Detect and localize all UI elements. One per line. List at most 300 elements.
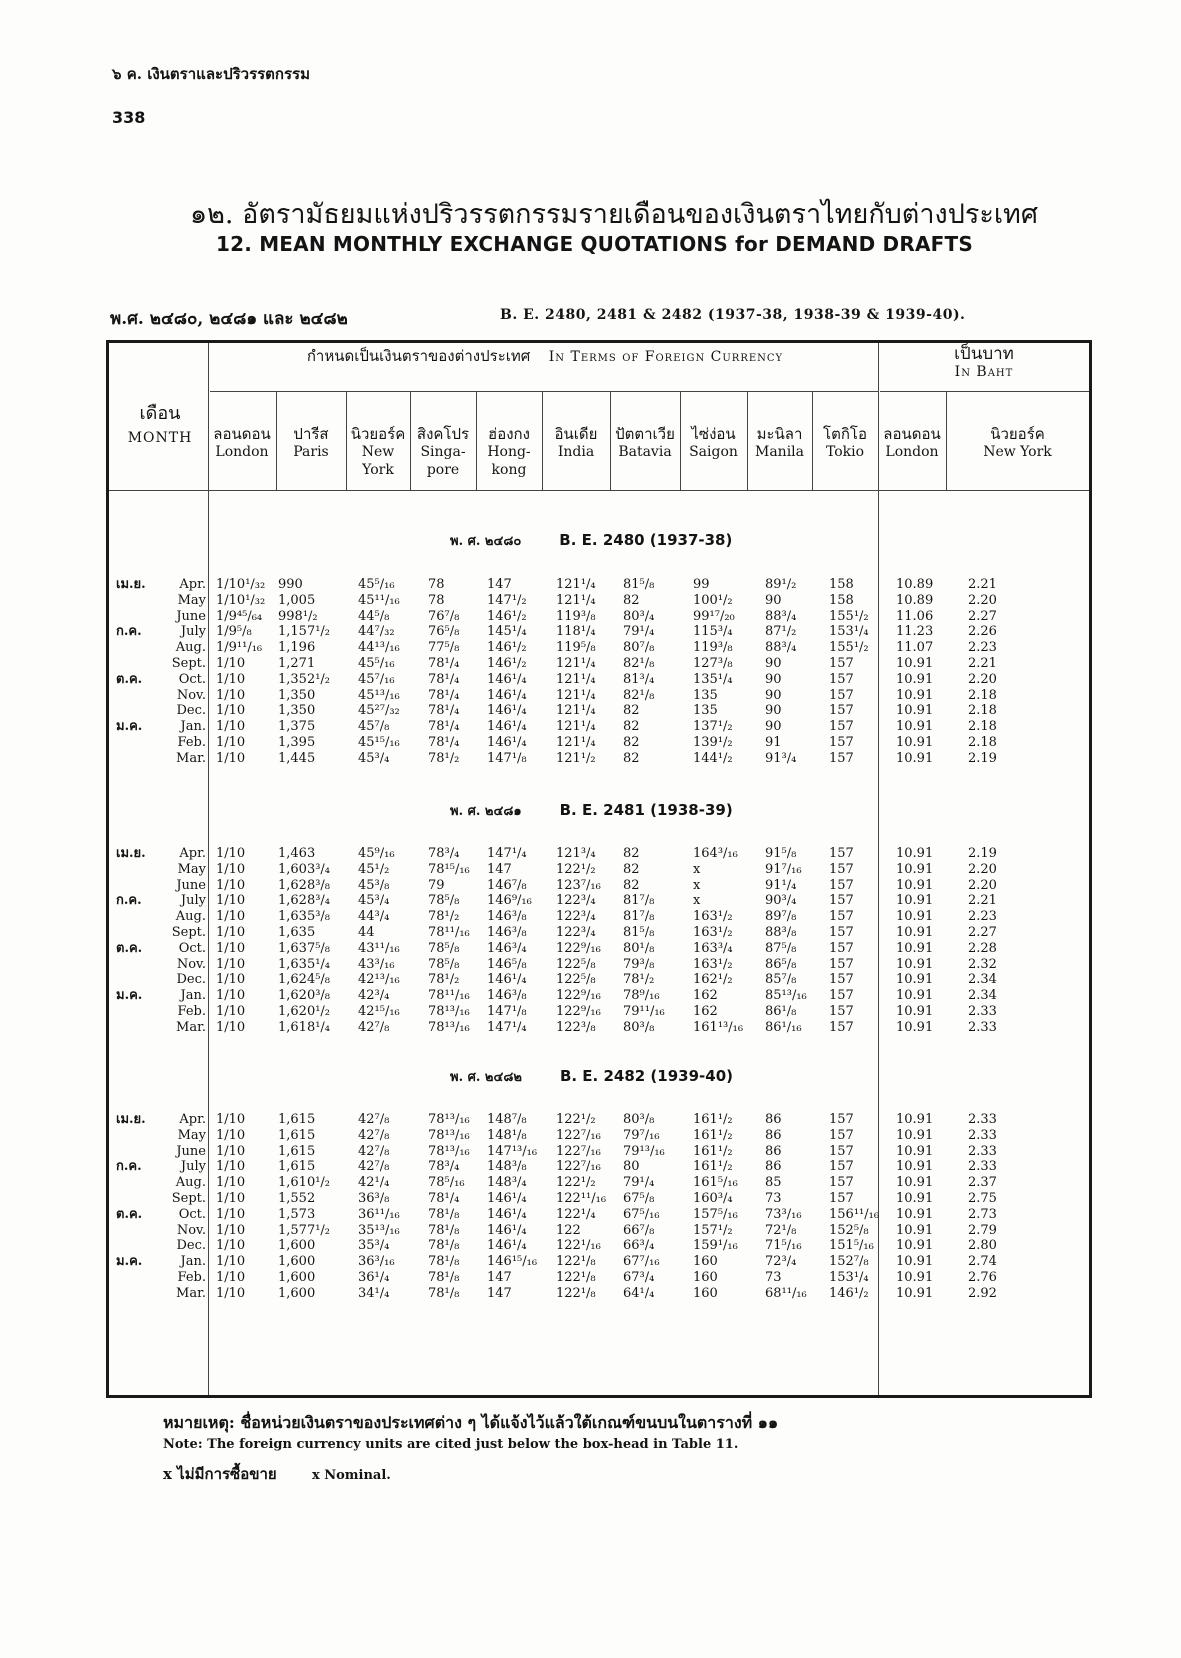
table-cell: 86 bbox=[765, 1143, 782, 1159]
table-cell: 78¹¹/₁₆ bbox=[428, 988, 470, 1004]
table-cell: 43¹¹/₁₆ bbox=[358, 940, 400, 956]
table-row bbox=[0, 878, 1181, 894]
table-cell: 146¹/₄ bbox=[487, 1238, 527, 1254]
table-cell: 90 bbox=[765, 656, 782, 671]
table-cell: 91⁷/₁₆ bbox=[765, 861, 802, 877]
table-cell: 10.91 bbox=[896, 1270, 934, 1285]
years-english: B. E. 2480, 2481 & 2482 (1937-38, 1938-39 & 1939-40). bbox=[500, 307, 966, 323]
table-cell: 121¹/₄ bbox=[556, 671, 596, 687]
table-cell: 1/10 bbox=[216, 1285, 246, 1301]
table-cell: 78⁹/₁₆ bbox=[623, 988, 660, 1004]
table-cell: 91 bbox=[765, 735, 782, 750]
quarter-label-thai: ต.ค. bbox=[116, 940, 143, 956]
table-cell: 1,350 bbox=[278, 703, 316, 719]
table-cell: 163¹/₂ bbox=[693, 925, 733, 940]
table-cell: 45³/₈ bbox=[358, 877, 390, 893]
table-cell: 1/9⁵/₈ bbox=[216, 624, 252, 640]
quarter-label-thai: ก.ค. bbox=[116, 893, 142, 909]
title-thai: ๑๒. อัตรามัธยมแห่งปริวรรตกรรมรายเดือนของเงินตราไทยกับต่างประเทศ bbox=[190, 199, 1038, 230]
table-cell: 157¹/₂ bbox=[693, 1222, 733, 1238]
table-cell: 80³/₄ bbox=[623, 608, 655, 624]
table-cell: 2.34 bbox=[968, 972, 997, 988]
table-cell: 1/9⁴⁵/₆₄ bbox=[216, 608, 263, 624]
table-cell: 10.91 bbox=[896, 956, 934, 972]
table-cell: 146¹/₄ bbox=[487, 703, 527, 719]
table-cell: 87⁵/₈ bbox=[765, 940, 797, 956]
table-cell: 2.21 bbox=[968, 656, 997, 671]
month-label: Aug. bbox=[175, 640, 206, 656]
table-cell: 89¹/₂ bbox=[765, 577, 797, 592]
month-label: Aug. bbox=[175, 1175, 206, 1191]
table-cell: 45¹/₂ bbox=[358, 861, 390, 877]
table-cell: 122³/₄ bbox=[556, 925, 596, 940]
table-cell: 82 bbox=[623, 877, 640, 893]
year-block-title-thai: พ. ศ. ๒๔๘๒ bbox=[450, 1070, 522, 1085]
table-cell: 88³/₄ bbox=[765, 640, 797, 656]
column-header-thai: ลอนดอน bbox=[883, 425, 941, 443]
table-cell: 145¹/₄ bbox=[487, 624, 527, 640]
table-cell: 1,620¹/₂ bbox=[278, 1004, 331, 1019]
table-cell: 157 bbox=[829, 846, 854, 861]
column-header-3 bbox=[346, 425, 410, 479]
column-header-thai: ลอนดอน bbox=[213, 425, 271, 443]
table-cell: 86 bbox=[765, 1159, 782, 1175]
table-cell: 80³/₈ bbox=[623, 1112, 655, 1127]
table-cell: 1/10 bbox=[216, 656, 246, 671]
table-cell: 119³/₈ bbox=[693, 640, 733, 656]
table-cell: 82 bbox=[623, 846, 640, 861]
table-cell: 146³/₈ bbox=[487, 925, 527, 940]
table-cell: 78¹/₄ bbox=[428, 687, 460, 703]
table-row bbox=[0, 1238, 1181, 1254]
year-block-title bbox=[450, 1066, 733, 1087]
quarter-label-thai: ม.ค. bbox=[116, 719, 143, 735]
table-cell: 42¹⁵/₁₆ bbox=[358, 1004, 400, 1019]
table-cell: 10.91 bbox=[896, 1222, 934, 1238]
table-cell: 10.91 bbox=[896, 1127, 934, 1143]
column-header-english: New York bbox=[361, 444, 395, 478]
column-header-english: New York bbox=[983, 444, 1052, 460]
table-cell: 1,350 bbox=[278, 687, 316, 703]
table-cell: 100¹/₂ bbox=[693, 592, 733, 608]
note-thai: หมายเหตุ: ชื่อหน่วยเงินตราของประเทศต่าง ๆ ได้แจ้งไว้แล้วใต้เกณฑ์ขนบนในตารางที่ ๑๑ bbox=[163, 1413, 779, 1432]
column-header-english: Singa-pore bbox=[420, 444, 466, 478]
table-cell: 45¹¹/₁₆ bbox=[358, 592, 400, 608]
table-cell: 1,463 bbox=[278, 846, 316, 861]
table-cell: 115³/₄ bbox=[693, 624, 733, 640]
month-label: Jan. bbox=[180, 1254, 206, 1270]
table-cell: 78¹/₂ bbox=[428, 972, 460, 988]
table-row bbox=[0, 735, 1181, 751]
table-cell: 10.91 bbox=[896, 988, 934, 1004]
table-cell: 1/10 bbox=[216, 1019, 246, 1035]
table-cell: 1,271 bbox=[278, 656, 316, 671]
table-cell: 122¹/₂ bbox=[556, 861, 596, 877]
table-row bbox=[0, 1207, 1181, 1223]
table-cell: 135¹/₄ bbox=[693, 671, 733, 687]
table-cell: 78¹³/₁₆ bbox=[428, 1143, 470, 1159]
table-cell: 78¹³/₁₆ bbox=[428, 1019, 470, 1035]
table-cell: 43³/₁₆ bbox=[358, 956, 395, 972]
year-block-title-thai: พ. ศ. ๒๔๘๑ bbox=[450, 804, 522, 819]
table-cell: 1/10 bbox=[216, 1238, 246, 1254]
table-cell: 147¹/₈ bbox=[487, 1004, 527, 1019]
column-header-9 bbox=[747, 425, 812, 461]
table-cell: 157 bbox=[829, 719, 854, 735]
table-cell: 1/10 bbox=[216, 1175, 246, 1191]
column-header-5 bbox=[476, 425, 542, 479]
table-cell: 1,615 bbox=[278, 1143, 316, 1159]
table-row bbox=[0, 1144, 1181, 1160]
table-row bbox=[0, 909, 1181, 925]
table-cell: 147¹/₄ bbox=[487, 846, 527, 861]
column-header-thai: ฮ่องกง bbox=[488, 425, 530, 443]
table-cell: 10.91 bbox=[896, 1004, 934, 1019]
table-row bbox=[0, 988, 1181, 1004]
table-cell: 1/10 bbox=[216, 1159, 246, 1175]
table-cell: 157 bbox=[829, 861, 854, 877]
table-cell: 81⁷/₈ bbox=[623, 893, 655, 909]
table-cell: 148¹/₈ bbox=[487, 1127, 527, 1143]
table-cell: 78¹⁵/₁₆ bbox=[428, 861, 470, 877]
table-cell: 82¹/₈ bbox=[623, 656, 655, 671]
table-cell: 1/10 bbox=[216, 687, 246, 703]
table-cell: 91⁵/₈ bbox=[765, 846, 797, 861]
table-cell: 1/10 bbox=[216, 719, 246, 735]
table-cell: 2.18 bbox=[968, 687, 997, 703]
table-cell: 11.07 bbox=[896, 640, 934, 656]
table-cell: 68¹¹/₁₆ bbox=[765, 1285, 807, 1301]
table-cell: 81³/₄ bbox=[623, 671, 655, 687]
table-row bbox=[0, 972, 1181, 988]
baht-group-thai: เป็นบาท bbox=[954, 344, 1014, 364]
quarter-label-thai: ก.ค. bbox=[116, 1159, 142, 1175]
column-header-english: Saigon bbox=[689, 444, 738, 460]
table-cell: 157 bbox=[829, 1112, 854, 1127]
table-cell: 2.33 bbox=[968, 1143, 997, 1159]
table-row bbox=[0, 1286, 1181, 1302]
table-cell: 10.91 bbox=[896, 687, 934, 703]
table-cell: 2.19 bbox=[968, 846, 997, 861]
table-cell: 10.91 bbox=[896, 750, 934, 766]
table-row bbox=[0, 1020, 1181, 1036]
column-header-thai: มะนิลา bbox=[756, 425, 803, 443]
month-label: July bbox=[180, 624, 206, 640]
table-cell: 80 bbox=[623, 1159, 640, 1175]
month-label: Oct. bbox=[178, 940, 206, 956]
table-cell: 82 bbox=[623, 750, 640, 766]
table-row bbox=[0, 1270, 1181, 1286]
table-cell: 1/10 bbox=[216, 972, 246, 988]
quarter-label-thai: เม.ย. bbox=[116, 846, 146, 861]
table-cell: 119³/₈ bbox=[556, 608, 596, 624]
table-cell: 1/10 bbox=[216, 1254, 246, 1270]
table-cell: 147 bbox=[487, 577, 512, 592]
note-nominal bbox=[163, 1462, 421, 1486]
table-cell: 45¹³/₁₆ bbox=[358, 687, 400, 703]
table-cell: 156¹¹/₁₆ bbox=[829, 1206, 880, 1222]
table-cell: 67³/₄ bbox=[623, 1270, 655, 1285]
table-cell: 2.21 bbox=[968, 577, 997, 592]
column-header-10 bbox=[812, 425, 878, 461]
table-cell: 88³/₄ bbox=[765, 608, 797, 624]
table-cell: 157 bbox=[829, 1019, 854, 1035]
table-cell: 1/10 bbox=[216, 861, 246, 877]
table-cell: 85 bbox=[765, 1175, 782, 1191]
table-cell: 1/10 bbox=[216, 925, 246, 940]
table-cell: 73 bbox=[765, 1270, 782, 1285]
column-header-english: Batavia bbox=[618, 444, 672, 460]
column-header-8 bbox=[680, 425, 747, 461]
table-cell: 121¹/₄ bbox=[556, 719, 596, 735]
month-label: July bbox=[180, 1159, 206, 1175]
table-cell: 161¹/₂ bbox=[693, 1159, 733, 1175]
table-cell: 161¹/₂ bbox=[693, 1112, 733, 1127]
table-cell: 66⁷/₈ bbox=[623, 1222, 655, 1238]
table-cell: 1,620³/₈ bbox=[278, 988, 331, 1004]
column-header-english: London bbox=[215, 444, 269, 460]
table-cell: 1,573 bbox=[278, 1206, 316, 1222]
table-cell: 2.33 bbox=[968, 1159, 997, 1175]
column-header-thai: นิวยอร์ค bbox=[990, 425, 1045, 443]
table-cell: 45⁷/₈ bbox=[358, 719, 390, 735]
table-cell: 90 bbox=[765, 671, 782, 687]
table-cell: 2.20 bbox=[968, 671, 997, 687]
table-cell: 1,352¹/₂ bbox=[278, 671, 331, 687]
table-cell: 161¹/₂ bbox=[693, 1127, 733, 1143]
column-header-1 bbox=[208, 425, 276, 461]
column-header-thai: นิวยอร์ค bbox=[350, 425, 406, 443]
table-cell: 82 bbox=[623, 861, 640, 877]
table-cell: 78¹/₂ bbox=[428, 750, 460, 766]
table-cell: x bbox=[693, 861, 701, 877]
table-cell: 163¹/₂ bbox=[693, 956, 733, 972]
table-cell: 122⁷/₁₆ bbox=[556, 1159, 601, 1175]
table-cell: 88³/₈ bbox=[765, 925, 797, 940]
table-cell: 2.74 bbox=[968, 1254, 997, 1270]
table-cell: 155¹/₂ bbox=[829, 640, 869, 656]
table-cell: 121¹/₄ bbox=[556, 735, 596, 750]
table-cell: 152⁵/₈ bbox=[829, 1222, 869, 1238]
table-cell: 36¹¹/₁₆ bbox=[358, 1206, 400, 1222]
table-cell: 78¹³/₁₆ bbox=[428, 1004, 470, 1019]
table-cell: 162 bbox=[693, 988, 718, 1004]
table-cell: 44 bbox=[358, 925, 375, 940]
table-cell: 78 bbox=[428, 592, 445, 608]
table-cell: 2.73 bbox=[968, 1206, 997, 1222]
table-cell: 146¹/₄ bbox=[487, 687, 527, 703]
table-cell: 122⁹/₁₆ bbox=[556, 1004, 601, 1019]
table-cell: 44⁵/₈ bbox=[358, 608, 390, 624]
table-cell: 80¹/₈ bbox=[623, 940, 655, 956]
column-header-7 bbox=[610, 425, 680, 461]
table-cell: 86¹/₈ bbox=[765, 1004, 797, 1019]
table-cell: 2.92 bbox=[968, 1285, 997, 1301]
table-cell: 1,615 bbox=[278, 1127, 316, 1143]
table-row bbox=[0, 593, 1181, 609]
table-cell: 2.79 bbox=[968, 1222, 997, 1238]
table-cell: 78¹/₂ bbox=[428, 909, 460, 925]
table-cell: 42¹/₄ bbox=[358, 1175, 390, 1191]
table-cell: 118¹/₄ bbox=[556, 624, 596, 640]
table-cell: 146¹⁵/₁₆ bbox=[487, 1254, 538, 1270]
month-label: Apr. bbox=[179, 1112, 206, 1127]
table-cell: 45⁵/₁₆ bbox=[358, 656, 395, 671]
table-cell: 64¹/₄ bbox=[623, 1285, 655, 1301]
table-cell: 157 bbox=[829, 656, 854, 671]
table-cell: 78¹/₄ bbox=[428, 1191, 460, 1206]
quarter-label-thai: ต.ค. bbox=[116, 671, 143, 687]
column-header-thai: ไซ่ง่อน bbox=[691, 425, 736, 443]
table-cell: 122¹/₈ bbox=[556, 1285, 596, 1301]
month-label: June bbox=[176, 608, 206, 624]
table-cell: 161⁵/₁₆ bbox=[693, 1175, 738, 1191]
table-row bbox=[0, 862, 1181, 878]
table-cell: 1/9¹¹/₁₆ bbox=[216, 640, 263, 656]
table-cell: 122⁵/₈ bbox=[556, 956, 596, 972]
table-cell: 1/10¹/₃₂ bbox=[216, 577, 266, 592]
note-nominal-english: x Nominal. bbox=[311, 1468, 391, 1483]
table-cell: 78¹/₂ bbox=[623, 972, 655, 988]
table-cell: 67⁵/₁₆ bbox=[623, 1206, 660, 1222]
table-row bbox=[0, 703, 1181, 719]
table-cell: 1/10 bbox=[216, 735, 246, 750]
title-english: 12. MEAN MONTHLY EXCHANGE QUOTATIONS for DEMAND DRAFTS bbox=[216, 232, 973, 256]
table-cell: 119⁵/₈ bbox=[556, 640, 596, 656]
quarter-label-thai: ม.ค. bbox=[116, 988, 143, 1004]
table-row bbox=[0, 577, 1181, 593]
table-cell: 121³/₄ bbox=[556, 846, 596, 861]
column-header-english: Tokio bbox=[825, 444, 865, 460]
table-cell: 86 bbox=[765, 1127, 782, 1143]
column-header-12 bbox=[946, 425, 1089, 461]
table-cell: 2.27 bbox=[968, 925, 997, 940]
column-header-thai: อินเดีย bbox=[554, 425, 598, 443]
table-cell: 146³/₄ bbox=[487, 940, 527, 956]
table-cell: 82¹/₈ bbox=[623, 687, 655, 703]
column-header-english: Hong-kong bbox=[487, 444, 531, 478]
column-header-english: London bbox=[885, 444, 939, 460]
month-label: Jan. bbox=[180, 719, 206, 735]
table-cell: 1/10 bbox=[216, 750, 246, 766]
table-cell: 157 bbox=[829, 893, 854, 909]
month-label: Sept. bbox=[171, 656, 206, 671]
table-cell: 121¹/₄ bbox=[556, 687, 596, 703]
table-row bbox=[0, 941, 1181, 957]
table-cell: 158 bbox=[829, 577, 854, 592]
table-row bbox=[0, 672, 1181, 688]
table-cell: 77⁵/₈ bbox=[428, 640, 460, 656]
table-cell: 147¹/₂ bbox=[487, 592, 527, 608]
table-cell: 1/10 bbox=[216, 1004, 246, 1019]
year-block-title bbox=[450, 530, 732, 551]
table-cell: 157⁵/₁₆ bbox=[693, 1206, 738, 1222]
table-cell: 42³/₄ bbox=[358, 988, 390, 1004]
column-header-thai: โตกิโอ bbox=[823, 425, 867, 443]
table-cell: 157 bbox=[829, 1175, 854, 1191]
table-cell: 157 bbox=[829, 940, 854, 956]
table-cell: 10.91 bbox=[896, 1143, 934, 1159]
table-cell: 1/10 bbox=[216, 1143, 246, 1159]
table-cell: 2.20 bbox=[968, 861, 997, 877]
table-cell: 146¹/₄ bbox=[487, 671, 527, 687]
table-cell: 67⁷/₁₆ bbox=[623, 1254, 660, 1270]
table-cell: x bbox=[693, 877, 701, 893]
table-cell: 10.91 bbox=[896, 846, 934, 861]
table-cell: 163¹/₂ bbox=[693, 909, 733, 925]
column-header-english: Paris bbox=[293, 444, 329, 460]
table-cell: 78¹/₄ bbox=[428, 735, 460, 750]
foreign-currency-group-header bbox=[210, 347, 880, 366]
table-cell: 90 bbox=[765, 719, 782, 735]
table-cell: 1,603³/₄ bbox=[278, 861, 331, 877]
table-row bbox=[0, 1223, 1181, 1239]
table-cell: 45³/₄ bbox=[358, 893, 390, 909]
table-row bbox=[0, 656, 1181, 672]
table-cell: 66³/₄ bbox=[623, 1238, 655, 1254]
table-cell: 1/10 bbox=[216, 956, 246, 972]
table-cell: 78¹/₈ bbox=[428, 1206, 460, 1222]
table-cell: 1,615 bbox=[278, 1159, 316, 1175]
table-cell: 11.06 bbox=[896, 608, 934, 624]
table-cell: 1/10 bbox=[216, 1112, 246, 1127]
column-header-english: Manila bbox=[755, 444, 804, 460]
table-cell: 122¹/₂ bbox=[556, 1175, 596, 1191]
quarter-label-thai: ม.ค. bbox=[116, 1254, 143, 1270]
month-label: Mar. bbox=[176, 1285, 206, 1301]
table-row bbox=[0, 1254, 1181, 1270]
page-number: 338 bbox=[112, 108, 146, 127]
table-cell: 137¹/₂ bbox=[693, 719, 733, 735]
table-cell: 73 bbox=[765, 1191, 782, 1206]
table-cell: 1/10 bbox=[216, 846, 246, 861]
table-cell: 146³/₈ bbox=[487, 988, 527, 1004]
table-cell: 157 bbox=[829, 671, 854, 687]
table-cell: 161¹/₂ bbox=[693, 1143, 733, 1159]
table-cell: 82 bbox=[623, 735, 640, 750]
month-label: May bbox=[177, 1127, 206, 1143]
table-cell: 79 bbox=[428, 877, 445, 893]
foreign-group-english: In Terms of Foreign Currency bbox=[548, 349, 784, 365]
table-cell: 1/10 bbox=[216, 671, 246, 687]
table-cell: 86¹/₁₆ bbox=[765, 1019, 802, 1035]
table-cell: 147 bbox=[487, 861, 512, 877]
table-cell: 80⁷/₈ bbox=[623, 640, 655, 656]
table-cell: 10.91 bbox=[896, 1112, 934, 1127]
quarter-label-thai: ก.ค. bbox=[116, 624, 142, 640]
month-label: Feb. bbox=[177, 735, 206, 750]
table-cell: x bbox=[693, 893, 701, 909]
table-cell: 122³/₈ bbox=[556, 1019, 596, 1035]
table-cell: 1/10 bbox=[216, 1127, 246, 1143]
foreign-group-thai: กำหนดเป็นเงินตราของต่างประเทศ bbox=[306, 347, 531, 365]
table-cell: 1,628³/₈ bbox=[278, 877, 331, 893]
table-cell: 2.34 bbox=[968, 988, 997, 1004]
table-cell: 79⁷/₁₆ bbox=[623, 1127, 660, 1143]
table-cell: 79¹/₄ bbox=[623, 624, 655, 640]
table-cell: 35¹³/₁₆ bbox=[358, 1222, 400, 1238]
month-label: Oct. bbox=[178, 671, 206, 687]
table-cell: 10.91 bbox=[896, 719, 934, 735]
column-header-english: India bbox=[557, 444, 595, 460]
table-cell: 45⁷/₁₆ bbox=[358, 671, 395, 687]
table-cell: 2.28 bbox=[968, 940, 997, 956]
table-row bbox=[0, 957, 1181, 973]
month-label: Dec. bbox=[176, 972, 206, 988]
table-cell: 1,635¹/₄ bbox=[278, 956, 331, 972]
table-cell: 1,005 bbox=[278, 592, 316, 608]
table-cell: 122¹/₂ bbox=[556, 1112, 596, 1127]
